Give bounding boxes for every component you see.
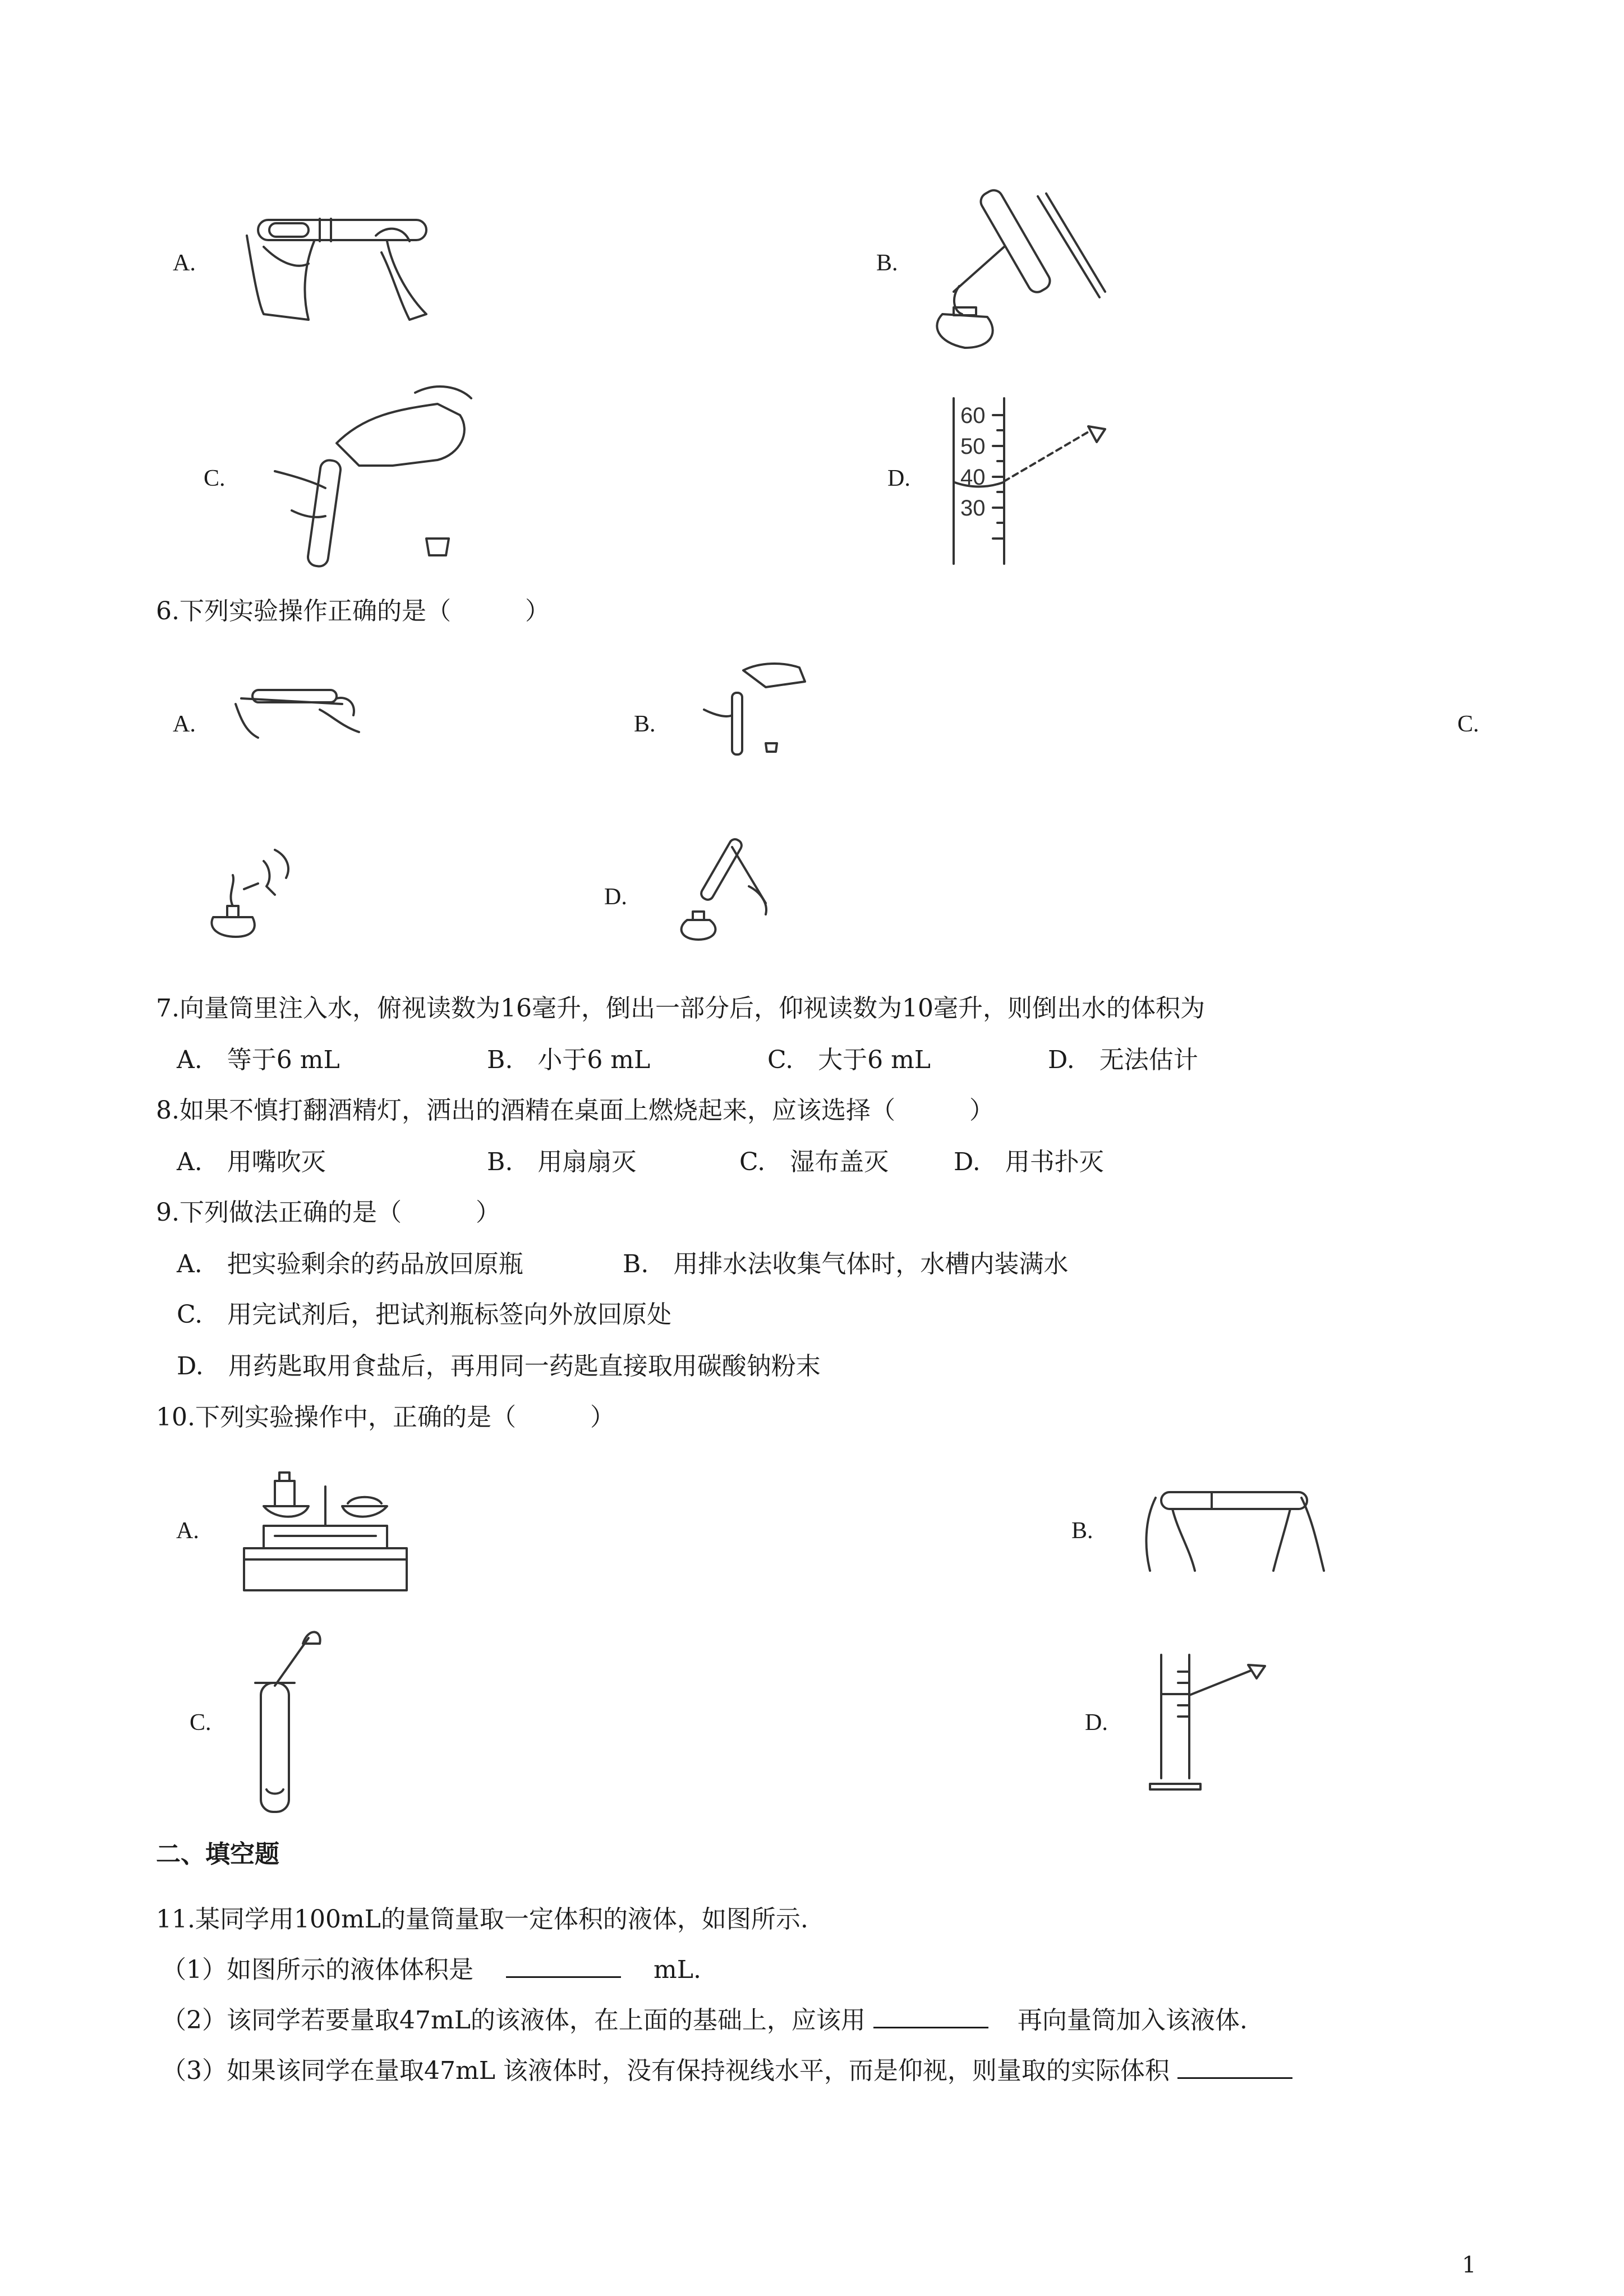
q8-option-a: A. 用嘴吹灭 — [177, 1148, 326, 1176]
q11-part1-unit: mL. — [654, 1955, 701, 1984]
q11-part3-text: （3）如果该同学在量取47mL 该液体时，没有保持视线水平，而是仰视，则量取的实际体积 — [162, 2056, 1170, 2085]
q8-option-b: B. 用扇扇灭 — [487, 1148, 637, 1176]
q11-part1 — [162, 1955, 701, 1984]
q5-option-d-label: D. — [887, 466, 910, 491]
q10-option-d-label: D. — [1085, 1710, 1108, 1736]
q5-a-shaking-test-tube-figure — [241, 202, 443, 325]
q5-scale-tick-50: 50 — [960, 434, 986, 459]
q10-a-balance-scale-figure — [241, 1464, 410, 1593]
q7-option-c: C. 大于6 mL — [767, 1046, 931, 1074]
page-number: 1 — [1462, 2252, 1476, 2278]
q11-part2-blank[interactable] — [873, 2027, 988, 2028]
q6-option-b-label: B. — [634, 711, 656, 737]
q5-option-a-label: A. — [173, 250, 196, 276]
q9-stem: 9.下列做法正确的是（ ） — [156, 1198, 500, 1227]
q5-scale-tick-40: 40 — [960, 465, 986, 490]
q6-stem: 6.下列实验操作正确的是（ ） — [156, 597, 550, 625]
q11-part2 — [162, 2008, 1248, 2033]
q8-stem: 8.如果不慎打翻酒精灯，洒出的酒精在桌面上燃烧起来，应该选择（ ） — [156, 1096, 994, 1125]
q8-option-c: C. 湿布盖灭 — [739, 1148, 889, 1176]
q11-part3-blank[interactable] — [1177, 2077, 1292, 2079]
q9-option-a: A. 把实验剩余的药品放回原瓶 — [177, 1250, 523, 1278]
q5-c-pouring-liquid-figure — [269, 381, 482, 572]
q6-a-test-tube-holder-figure — [230, 682, 370, 743]
q7-stem: 7.向量筒里注入水，俯视读数为16毫升，倒出一部分后，仰视读数为10毫升，则倒出水的体积为 — [156, 994, 1205, 1023]
q6-option-d-label: D. — [604, 884, 627, 910]
q7-option-a: A. 等于6 mL — [177, 1046, 340, 1074]
q10-b-shaking-test-tube-figure — [1139, 1475, 1329, 1576]
q6-d-heating-test-tube-figure — [670, 830, 783, 942]
q5-d-graduated-cylinder-reading-figure — [948, 398, 1116, 567]
q9-option-c: C. 用完试剂后，把试剂瓶标签向外放回原处 — [177, 1300, 672, 1329]
q10-c-dropper-in-test-tube-figure — [247, 1627, 325, 1818]
q5-option-b-label: B. — [876, 250, 898, 276]
q11-part2-tail: 再向量筒加入该液体. — [1017, 2006, 1248, 2035]
q9-option-b: B. 用排水法收集气体时，水槽内装满水 — [623, 1250, 1069, 1278]
q10-stem: 10.下列实验操作中，正确的是（ ） — [156, 1403, 615, 1432]
q6-c-blowing-out-lamp-figure — [202, 844, 314, 940]
q11-part1-blank[interactable] — [506, 1976, 621, 1978]
q10-option-b-label: B. — [1071, 1518, 1093, 1544]
q6-b-pouring-liquid-figure — [698, 659, 822, 766]
q10-option-c-label: C. — [190, 1710, 211, 1736]
section-title-fill-in: 二、填空题 — [156, 1840, 279, 1869]
q10-option-a-label: A. — [176, 1518, 199, 1544]
q11-part3 — [162, 2056, 1292, 2085]
q9-option-d: D. 用药匙取用食盐后，再用同一药匙直接取用碳酸钠粉末 — [177, 1352, 821, 1381]
q8-option-d: D. 用书扑灭 — [954, 1148, 1104, 1176]
q10-d-graduated-cylinder-reading-figure — [1144, 1649, 1279, 1795]
q5-scale-tick-30: 30 — [960, 496, 986, 521]
q7-option-d: D. 无法估计 — [1048, 1046, 1198, 1074]
q5-option-c-label: C. — [204, 466, 226, 491]
q6-option-a-label: A. — [173, 711, 196, 737]
q11-part1-text: （1）如图所示的液体体积是 — [162, 1955, 473, 1984]
q11-part2-text: （2）该同学若要量取47mL的该液体，在上面的基础上，应该用 — [162, 2006, 866, 2035]
q7-option-b: B. 小于6 mL — [487, 1046, 651, 1074]
q5-scale-tick-60: 60 — [960, 403, 986, 428]
q6-option-c-label: C. — [1457, 711, 1479, 737]
q11-stem: 11.某同学用100mL的量筒量取一定体积的液体，如图所示. — [156, 1905, 808, 1934]
q5-b-heating-test-tube-figure — [920, 180, 1111, 353]
